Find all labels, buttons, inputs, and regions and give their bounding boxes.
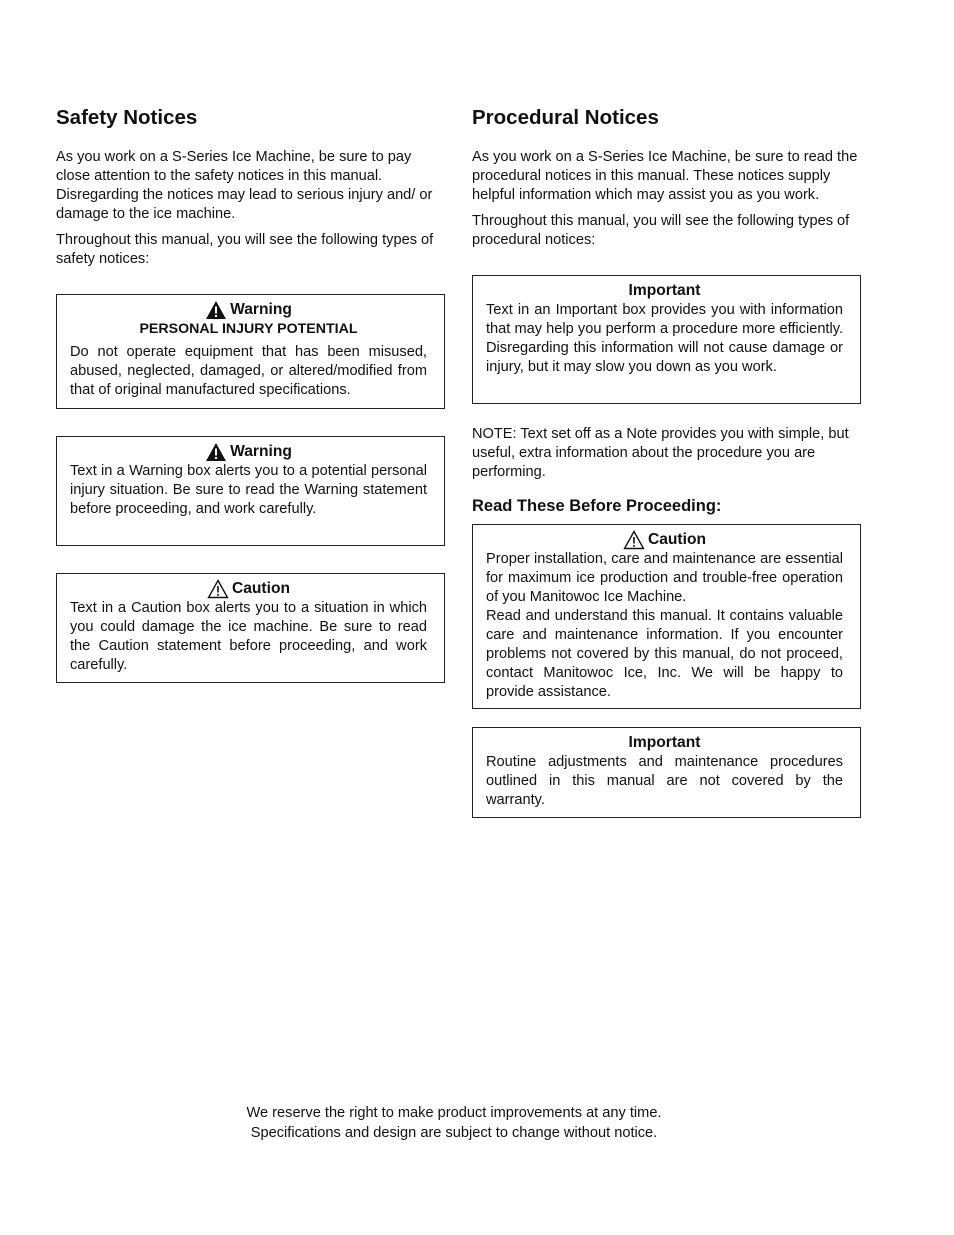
caution-text-installation: Proper installation, care and maintenance are essential for maximum ice production and trouble-free operation of you Manitowoc Ice Machine. bbox=[486, 551, 843, 605]
note-paragraph: NOTE: Text set off as a Note provides you with simple, but useful, extra information about the procedure you are performing. bbox=[472, 426, 849, 480]
important-text-warranty: Routine adjustments and maintenance procedures outlined in this manual are not covered by the warranty. bbox=[486, 754, 843, 808]
safety-intro-paragraph: As you work on a S-Series Ice Machine, be sure to pay close attention to the safety notices in this manual. Disregarding the notices may lead to serious injury and/ or damage to the ice machine. bbox=[56, 149, 433, 222]
important-box-title: Important bbox=[628, 734, 701, 751]
caution-box-title bbox=[70, 578, 427, 599]
warning-title-text: Warning bbox=[230, 301, 292, 318]
caution-box-installation bbox=[472, 524, 861, 709]
important-text: Text in an Important box provides you with information that may help you perform a procedure more efficiently. Disregarding this information will not cause damage or injury, but it may slow you down as you work. bbox=[486, 302, 843, 375]
warning-box-explanation bbox=[56, 436, 445, 546]
caution-title-text: Caution bbox=[647, 531, 707, 548]
warning-box-title bbox=[70, 299, 427, 320]
warning-title-text: Warning bbox=[230, 443, 292, 460]
procedural-notices-column bbox=[472, 104, 861, 818]
important-box-title: Important bbox=[628, 282, 701, 299]
footer-line-2: Specifications and design are subject to change without notice. bbox=[250, 1125, 658, 1141]
procedural-types-paragraph: Throughout this manual, you will see the following types of procedural notices: bbox=[472, 213, 850, 248]
caution-title-text: Caution bbox=[231, 580, 291, 597]
caution-box-explanation bbox=[56, 573, 445, 683]
warning-text: Text in a Warning box alerts you to a potential personal injury situation. Be sure to read the Warning statement before proceeding, and work carefully. bbox=[70, 463, 427, 517]
footer-disclaimer bbox=[0, 1103, 908, 1143]
safety-notices-heading: Safety Notices bbox=[56, 106, 198, 129]
warning-box-title bbox=[70, 441, 427, 462]
warning-text: Do not operate equipment that has been misused, abused, neglected, damaged, or altered/modified from that of original manufactured specifications. bbox=[70, 344, 427, 398]
footer-line-1: We reserve the right to make product improvements at any time. bbox=[246, 1105, 662, 1121]
caution-box-title bbox=[486, 529, 843, 550]
warning-subtitle: PERSONAL INJURY POTENTIAL bbox=[139, 321, 358, 337]
safety-types-paragraph: Throughout this manual, you will see the following types of safety notices: bbox=[56, 232, 434, 267]
caution-text: Text in a Caution box alerts you to a situation in which you could damage the ice machine. Be sure to read the Caution statement before proceeding, and work carefully. bbox=[70, 600, 427, 673]
important-box-warranty bbox=[472, 727, 861, 818]
procedural-notices-heading: Procedural Notices bbox=[472, 106, 659, 129]
caution-icon bbox=[207, 579, 229, 599]
important-box-explanation bbox=[472, 275, 861, 404]
warning-icon bbox=[205, 442, 227, 462]
read-before-proceeding-heading: Read These Before Proceeding: bbox=[472, 497, 722, 515]
warning-box-personal-injury bbox=[56, 294, 445, 409]
safety-notices-column bbox=[56, 104, 445, 683]
procedural-intro-paragraph: As you work on a S-Series Ice Machine, be sure to read the procedural notices in this manual. These notices supply helpful information which may assist you as you work. bbox=[472, 149, 858, 203]
caution-icon bbox=[623, 530, 645, 550]
warning-icon bbox=[205, 300, 227, 320]
caution-text-read-manual: Read and understand this manual. It contains valuable care and maintenance information. If you encounter problems not covered by this manual, do not proceed, contact Manitowoc Ice, Inc. We will be happy to provide assistance. bbox=[486, 608, 843, 700]
